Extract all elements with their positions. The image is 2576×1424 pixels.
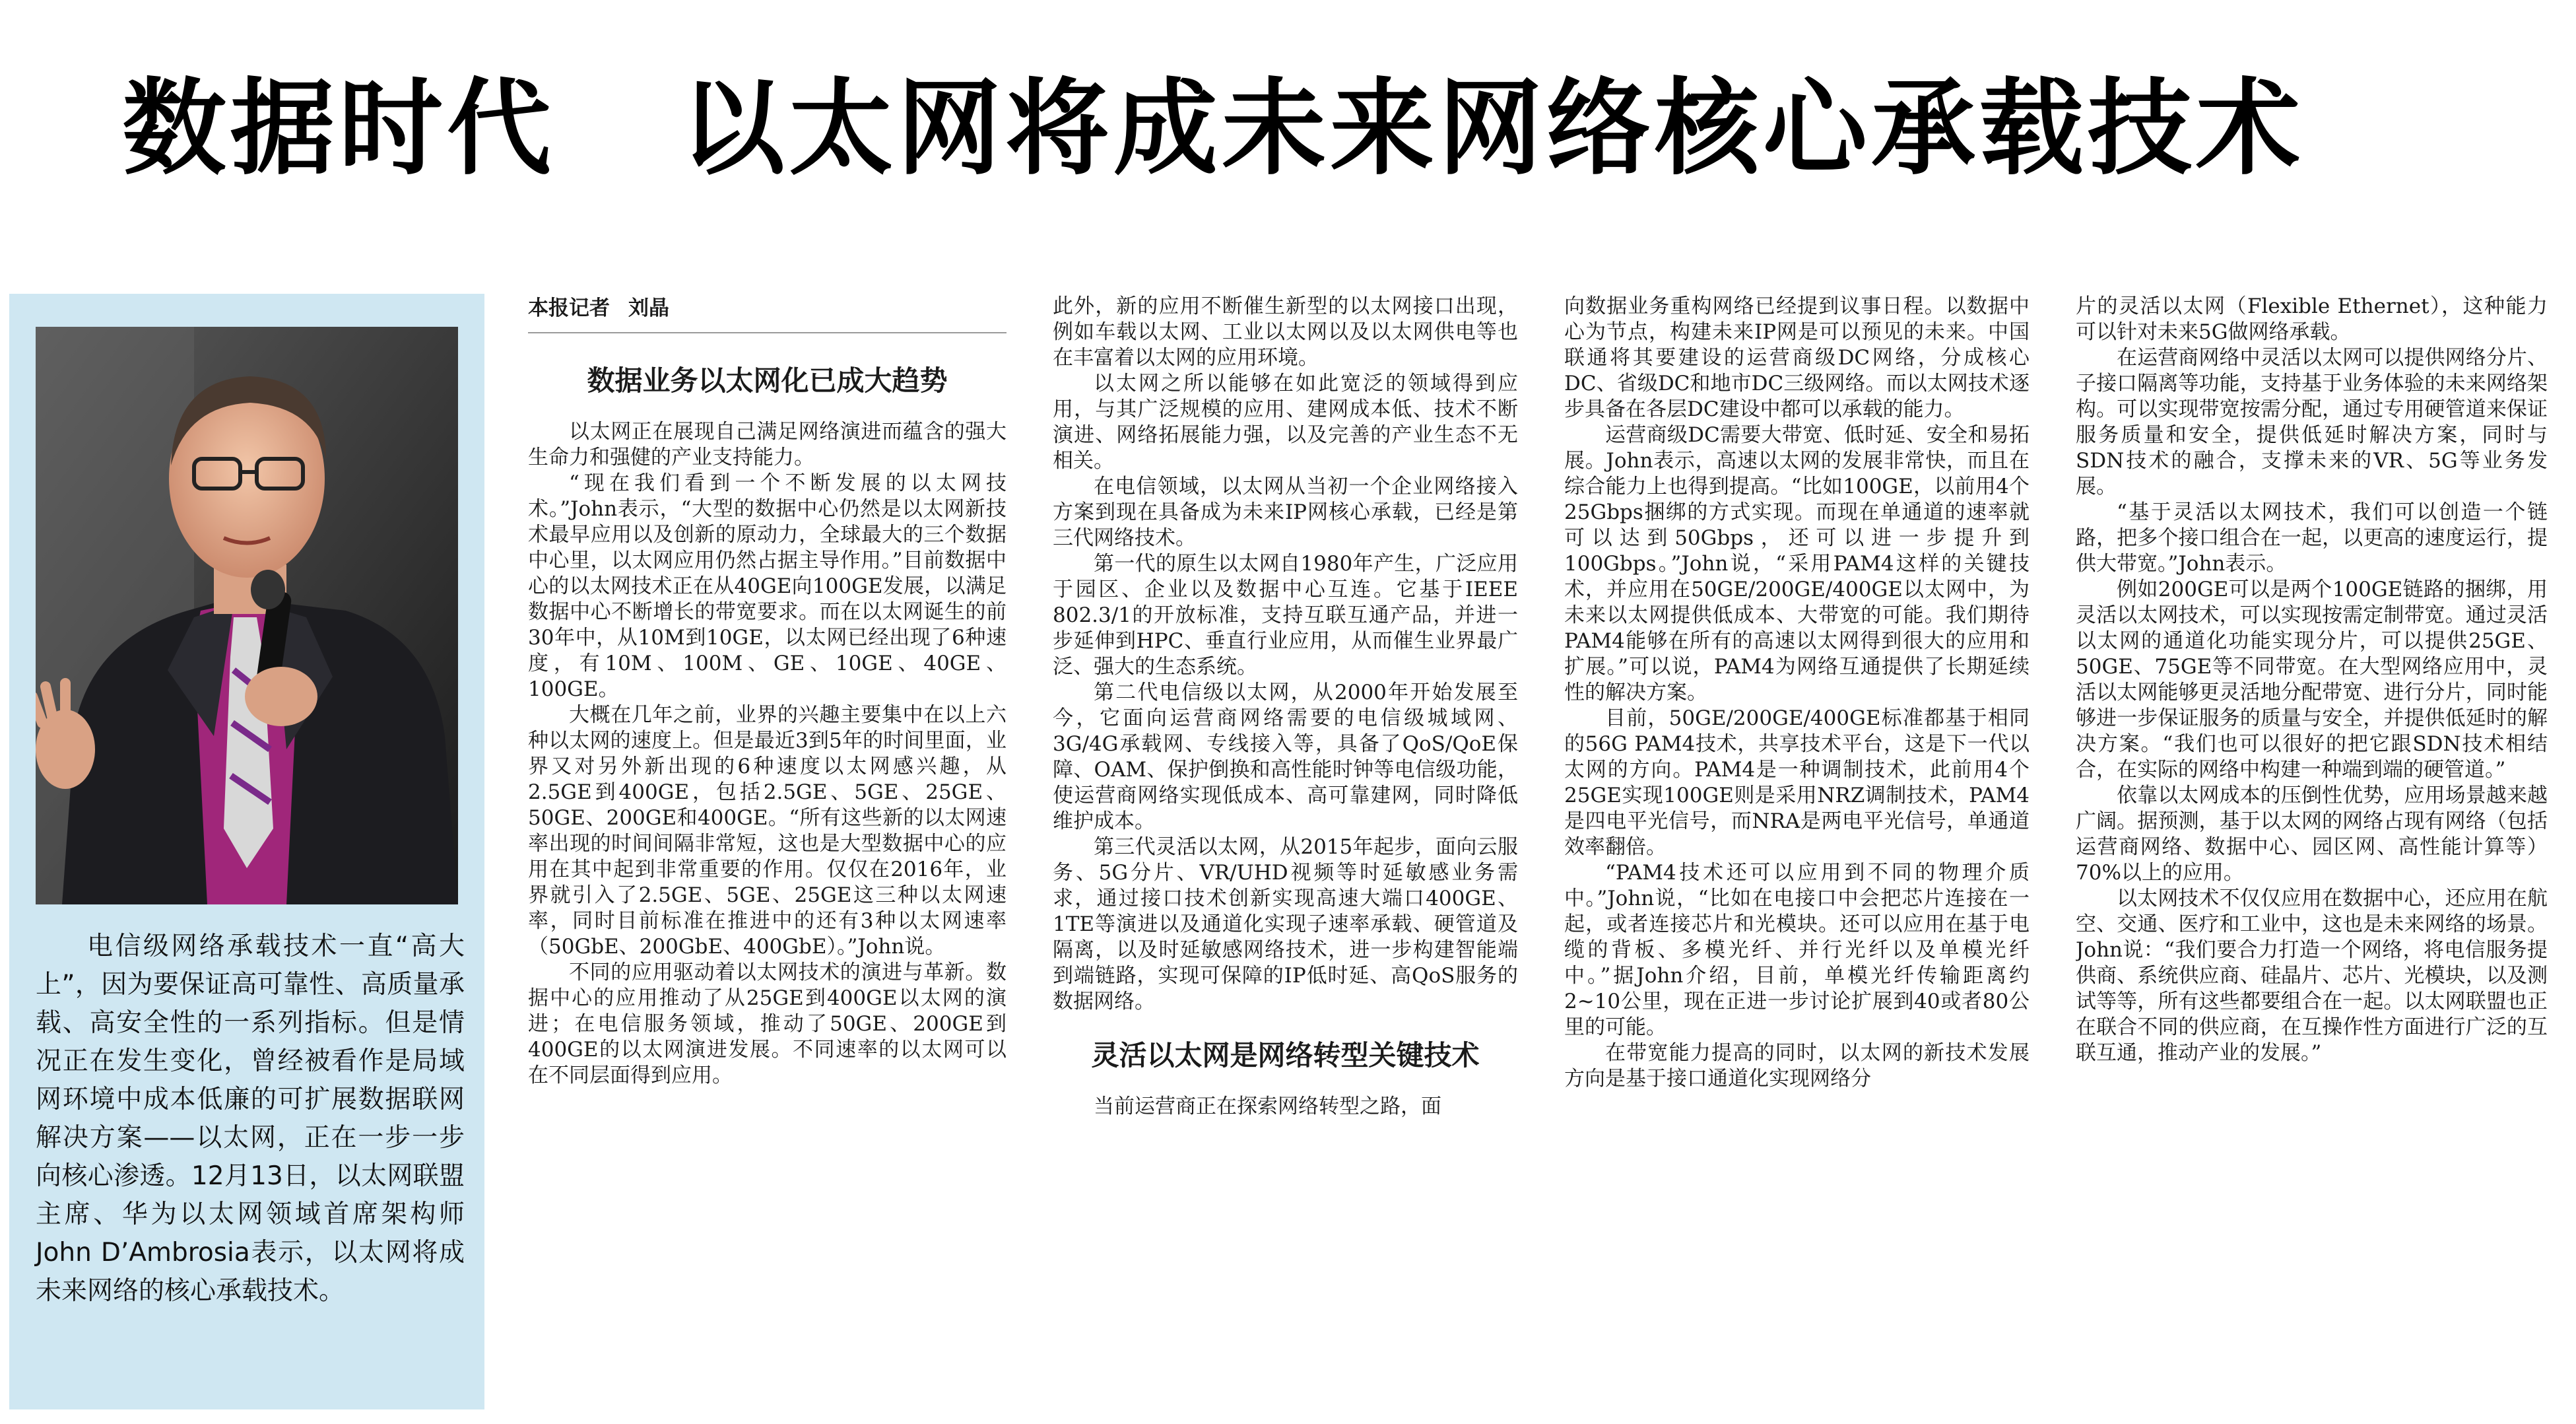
column-2 [1053,294,1518,1409]
lead-paragraph: 电信级网络承载技术一直“高大上”，因为要保证高可靠性、高质量承载、高安全性的一系列指标。但是情况正在发生变化，曾经被看作是局域网环境中成本低廉的可扩展数据联网解决方案——以太网，正在一步一步向核心渗透。12月13日，以太网联盟主席、华为以太网领域首席架构师John D’Ambrosia表示，以太网将成未来网络的核心承载技术。 [36,932,465,1306]
paragraph: 片的灵活以太网（Flexible Ethernet），这种能力可以针对未来5G做网络承载。 [2076,294,2548,344]
paragraph: 依靠以太网成本的压倒性优势，应用场景越来越广阔。据预测，基于以太网的网络占现有网络（包括运营商网络、数据中心、园区网、高性能计算等）70%以上的应用。 [2076,784,2548,885]
paragraph: 目前，50GE/200GE/400GE标准都基于相同的56G PAM4技术，共享技术平台，这是下一代以太网的方向。PAM4是一种调制技术，此前用4个25GE实现100GE则是采用NRZ调制技术，PAM4是四电平光信号，而NRA是两电平光信号，单通道效率翻倍。 [1564,706,2030,859]
headline [122,63,2472,195]
headline-part1: 数据时代 [122,68,555,189]
paragraph: “PAM4技术还可以应用到不同的物理介质中。”John说，“比如在电接口中会把芯片连接在一起，或者连接芯片和光模块。还可以应用在基于电缆的背板、多模光纤、并行光纤以及单模光纤中。”据John介绍，目前，单模光纤传输距离约2~10公里，现在正进一步讨论扩展到40或者80公里的可能。 [1564,861,2030,1039]
byline-name: 刘晶 [628,296,669,320]
speaker-photo-illustration [36,327,458,904]
paragraph: 运营商级DC需要大带宽、低时延、安全和易拓展。John表示，高速以太网的发展非常快，而且在综合能力上也得到提高。“比如100GE，以前用4个25Gbps捆绑的方式实现。而现在单通道的速率就可以达到50Gbps，还可以进一步提升到100Gbps。”John说，“采用PAM4这样的关键技术，并应用在50GE/200GE/400GE以太网中，为未来以太网提供低成本、大带宽的可能。我们期待PAM4能够在所有的高速以太网得到很大的应用和扩展。”可以说，PAM4为网络互通提供了长期延续性的解决方案。 [1564,423,2030,704]
column-3 [1564,294,2030,1409]
column-1 [528,294,1007,1409]
paragraph: 此外，新的应用不断催生新型的以太网接口出现，例如车载以太网、工业以太网以及以太网供电等也在丰富着以太网的应用环境。 [1053,294,1518,370]
paragraph: 第二代电信级以太网，从2000年开始发展至今，它面向运营商网络需要的电信级城域网、3G/4G承载网、专线接入等，具备了QoS/QoE保障、OAM、保护倒换和高性能时钟等电信级功能，使运营商网络实现低成本、高可靠建网，同时降低维护成本。 [1053,681,1518,833]
paragraph: 当前运营商正在探索网络转型之路，面 [1094,1095,1441,1118]
paragraph: “基于灵活以太网技术，我们可以创造一个链路，把多个接口组合在一起，以更高的速度运行，提供大带宽。”John表示。 [2076,500,2548,576]
paragraph: 第三代灵活以太网，从2015年起步，面向云服务、5G分片、VR/UHD视频等时延敏感业务需求，通过接口技术创新实现高速大端口400GE、1TE等演进以及通道化实现子速率承载、硬管道及隔离，以及时延敏感网络技术，进一步构建智能端到端链路，实现可保障的IP低时延、高QoS服务的数据网络。 [1053,835,1518,1013]
paragraph: “现在我们看到一个不断发展的以太网技术。”John表示，“大型的数据中心仍然是以太网新技术最早应用以及创新的原动力，全球最大的三个数据中心里，以太网应用仍然占据主导作用。”目前数据中心的以太网技术正在从40GE向100GE发展，以满足数据中心不断增长的带宽要求。而在以太网诞生的前30年中，从10M到10GE，以太网已经出现了6种速度，有10M、100M、GE、10GE、40GE、100GE。 [528,471,1007,701]
subhead-data-ethernet-trend: 数据业务以太网化已成大趋势 [587,364,948,397]
paragraph: 大概在几年之前，业界的兴趣主要集中在以上六种以太网的速度上。但是最近3到5年的时间里面，业界又对另外新出现的6种速度以太网感兴趣，从2.5GE到400GE，包括2.5GE、5GE、25GE、50GE、200GE和400GE。“所有这些新的以太网速率出现的时间间隔非常短，这也是大型数据中心的应用在其中起到非常重要的作用。仅仅在2016年，业界就引入了2.5GE、5GE、25GE这三种以太网速率，同时目前标准在推进中的还有3种以太网速率（50GbE、200GbE、400GbE）。”John说。 [528,703,1007,959]
lead-sidebar [9,294,484,1409]
paragraph: 以太网之所以能够在如此宽泛的领域得到应用，与其广泛规模的应用、建网成本低、技术不断演进、网络拓展能力强，以及完善的产业生态不无相关。 [1053,372,1518,473]
paragraph: 在运营商网络中灵活以太网可以提供网络分片、子接口隔离等功能，支持基于业务体验的未来网络架构。可以实现带宽按需分配，通过专用硬管道来保证服务质量和安全，提供低延时解决方案，同时与SDN技术的融合，支撑未来的VR、5G等业务发展。 [2076,346,2548,498]
paragraph: 向数据业务重构网络已经提到议事日程。以数据中心为节点，构建未来IP网是可以预见的未来。中国联通将其要建设的运营商级DC网络，分成核心DC、省级DC和地市DC三级网络。而以太网技术逐步具备在各层DC建设中都可以承载的能力。 [1564,294,2030,421]
byline [528,294,1007,333]
paragraph: 例如200GE可以是两个100GE链路的捆绑，用灵活以太网技术，可以实现按需定制带宽。通过灵活以太网的通道化功能实现分片，可以提供25GE、50GE、75GE等不同带宽。在大型网络应用中，灵活以太网能够更灵活地分配带宽、进行分片，同时能够进一步保证服务的质量与安全，并提供低延时的解决方案。“我们也可以很好的把它跟SDN技术相结合，在实际的网络中构建一种端到端的硬管道。” [2076,578,2548,782]
subhead-flexible-ethernet: 灵活以太网是网络转型关键技术 [1091,1039,1480,1071]
headline-part2: 以太网将成未来网络核心承载技术 [680,68,2304,189]
paragraph: 不同的应用驱动着以太网技术的演进与革新。数据中心的应用推动了从25GE到400GE以太网的演进；在电信服务领域，推动了50GE、200GE到400GE的以太网演进发展。不同速率的以太网可以在不同层面得到应用。 [528,961,1007,1087]
paragraph: 在电信领域，以太网从当初一个企业网络接入方案到现在具备成为未来IP网核心承载，已经是第三代网络技术。 [1053,475,1518,550]
byline-label: 本报记者 [528,296,610,320]
paragraph: 以太网正在展现自己满足网络演进而蕴含的强大生命力和强健的产业支持能力。 [528,420,1007,469]
speaker-photo [36,327,458,904]
paragraph: 以太网技术不仅仅应用在数据中心，还应用在航空、交通、医疗和工业中，这也是未来网络的场景。John说：“我们要合力打造一个网络，将电信服务提供商、系统供应商、硅晶片、芯片、光模块，以及测试等等，所有这些都要组合在一起。以太网联盟也正在联合不同的供应商，在互操作性方面进行广泛的互联互通，推动产业的发展。” [2076,887,2548,1065]
paragraph: 在带宽能力提高的同时，以太网的新技术发展方向是基于接口通道化实现网络分 [1564,1041,2030,1091]
paragraph: 第一代的原生以太网自1980年产生，广泛应用于园区、企业以及数据中心互连。它基于IEEE 802.3/1的开放标准，支持互联互通产品，并进一步延伸到HPC、垂直行业应用，从而催生业界最广泛、强大的生态系统。 [1053,552,1518,679]
column-4 [2076,294,2548,1409]
